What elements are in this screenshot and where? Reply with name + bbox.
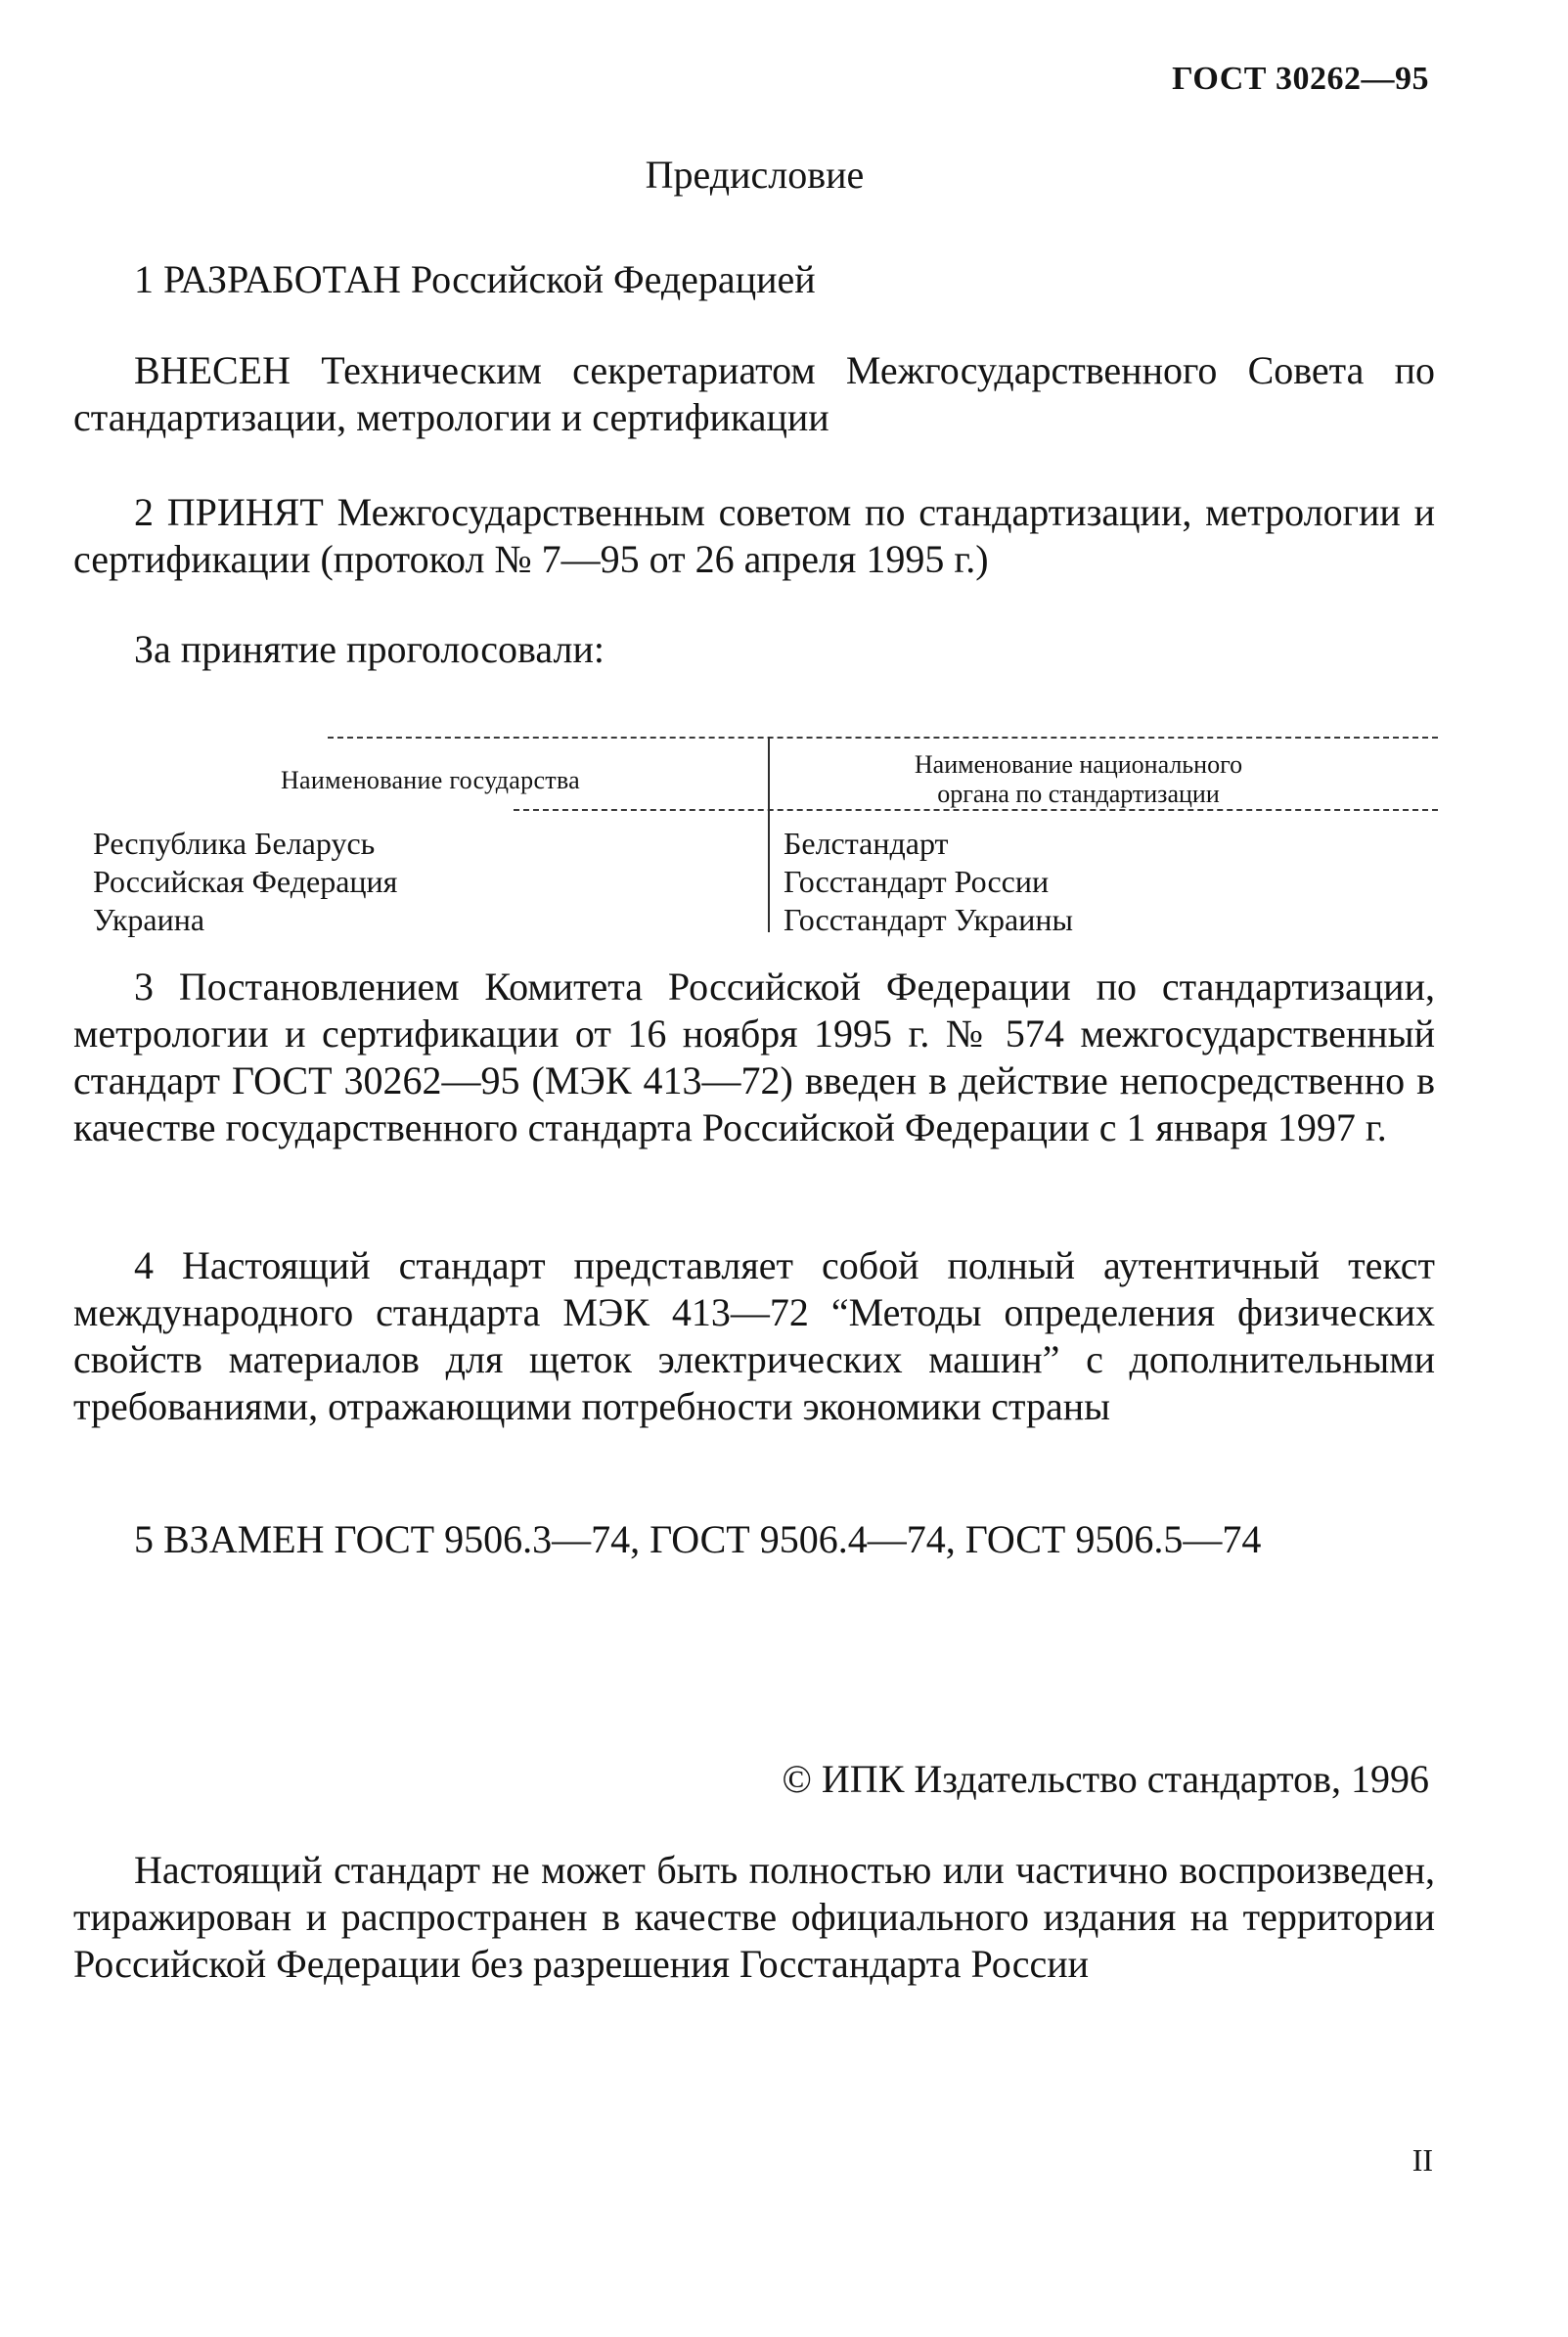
page-title: Предисловие bbox=[645, 153, 865, 197]
paragraph-adopted-text: 2 ПРИНЯТ Межгосударственным советом по стандартизации, метрологии и сертификации (протокол № 7—95 от 26 апреля 1995 г.) bbox=[73, 490, 1435, 581]
paragraph-voted bbox=[73, 626, 1435, 673]
document-code: ГОСТ 30262—95 bbox=[1172, 61, 1429, 97]
table-cell-body: Белстандарт bbox=[784, 826, 949, 861]
copyright-notice: © ИПК Издательство стандартов, 1996 bbox=[782, 1757, 1429, 1801]
paragraph-adopted bbox=[73, 489, 1435, 583]
table-column-states bbox=[93, 825, 397, 939]
table-cell-state: Украина bbox=[93, 902, 205, 937]
table-header-body bbox=[778, 750, 1379, 809]
paragraph-developed-text: 1 РАЗРАБОТАН Российской Федерацией bbox=[134, 257, 816, 301]
paragraph-authentic bbox=[73, 1242, 1435, 1430]
table-cell-body: Госстандарт Украины bbox=[784, 902, 1073, 937]
table-header-body-line2: органа по стандартизации bbox=[937, 780, 1220, 808]
table-column-bodies bbox=[784, 825, 1073, 939]
paragraph-introduced-text: ВНЕСЕН Техническим секретариатом Межгосударственного Совета по стандартизации, метрологии и сертификации bbox=[73, 348, 1435, 439]
table-cell-state: Республика Беларусь bbox=[93, 826, 376, 861]
paragraph-replaces bbox=[73, 1516, 1435, 1563]
table-column-divider bbox=[768, 737, 770, 932]
paragraph-introduced bbox=[73, 347, 1435, 441]
table-header-state: Наименование государства bbox=[280, 766, 581, 794]
paragraph-voted-text: За принятие проголосовали: bbox=[134, 627, 605, 671]
paragraph-authentic-text: 4 Настоящий стандарт представляет собой полный аутентичный текст международного стандарта МЭК 413—72 “Методы определения физических свойств материалов для щеток электрических машин” с дополнительными требованиями, отражающими потребности экономики страны bbox=[73, 1243, 1435, 1428]
table-cell-state: Российская Федерация bbox=[93, 864, 398, 899]
paragraph-replaces-text: 5 ВЗАМЕН ГОСТ 9506.3—74, ГОСТ 9506.4—74, ГОСТ 9506.5—74 bbox=[134, 1517, 1262, 1561]
paragraph-reproduction-notice-text: Настоящий стандарт не может быть полностью или частично воспроизведен, тиражирован и распространен в качестве официального издания на территории Российской Федерации без разрешения Госстандарта России bbox=[73, 1848, 1435, 1986]
table-rule-top bbox=[328, 737, 1438, 739]
page-number: II bbox=[1411, 2142, 1433, 2178]
paragraph-developed bbox=[73, 256, 1435, 303]
paragraph-reproduction-notice bbox=[73, 1847, 1435, 1988]
paragraph-resolution-text: 3 Постановлением Комитета Российской Федерации по стандартизации, метрологии и сертификации от 16 ноября 1995 г. № 574 межгосударственный стандарт ГОСТ 30262—95 (МЭК 413—72) введен в действие непосредственно в качестве государственного стандарта Российской Федерации с 1 января 1997 г. bbox=[73, 965, 1435, 1149]
vote-table bbox=[93, 729, 1438, 939]
table-cell-body: Госстандарт России bbox=[784, 864, 1050, 899]
table-header-body-line1: Наименование национального bbox=[914, 750, 1243, 779]
table-rule-header bbox=[514, 809, 1438, 811]
paragraph-resolution bbox=[73, 964, 1435, 1151]
